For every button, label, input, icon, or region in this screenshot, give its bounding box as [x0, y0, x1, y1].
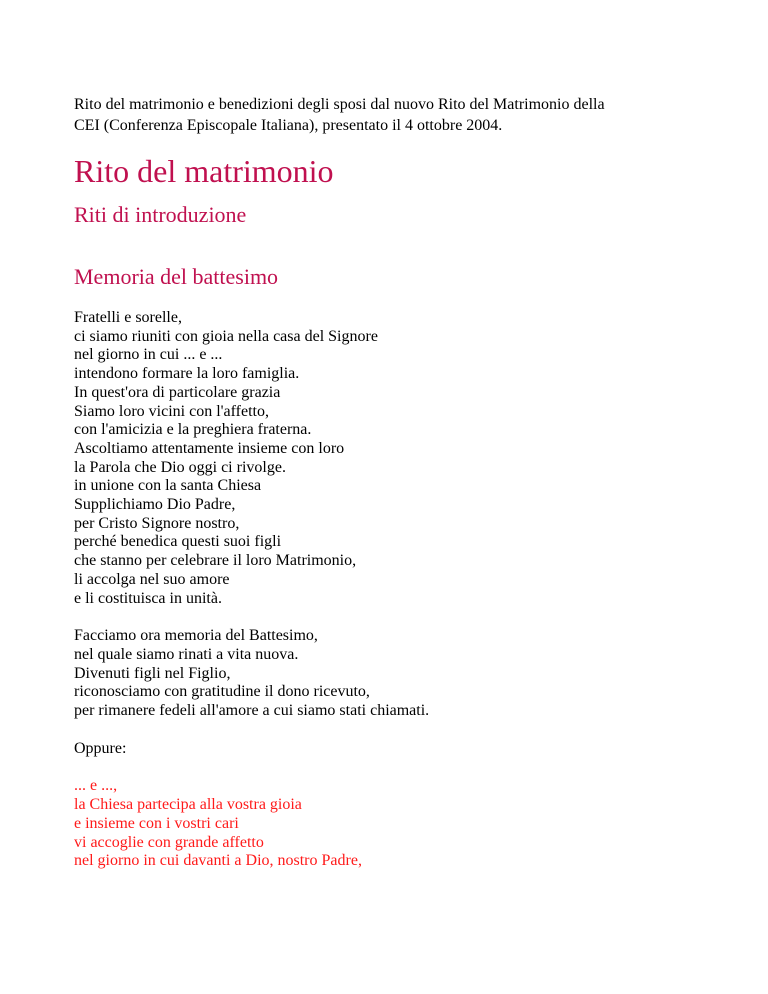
text-line: per rimanere fedeli all'amore a cui siamo stati chiamati. [74, 702, 430, 720]
text-line: e insieme con i vostri cari [74, 814, 239, 832]
heading-riti-di-introduzione: Riti di introduzione [74, 202, 247, 227]
document-page [74, 94, 696, 871]
text-line: Siamo loro vicini con l'affetto, [74, 402, 269, 420]
text-line: in unione con la santa Chiesa [74, 477, 262, 495]
paragraph-fratelli-e-sorelle [74, 309, 696, 608]
text-line: Fratelli e sorelle, [74, 309, 182, 326]
oppure-label: Oppure: [74, 739, 127, 757]
text-line: per Cristo Signore nostro, [74, 514, 240, 532]
text-line: li accolga nel suo amore [74, 570, 230, 588]
text-line: vi accoglie con grande affetto [74, 833, 264, 851]
text-line: e li costituisca in unità. [74, 589, 222, 607]
text-line: riconosciamo con gratitudine il dono ricevuto, [74, 683, 370, 701]
paragraph-oppure [74, 740, 696, 759]
text-line: Divenuti figli nel Figlio, [74, 664, 231, 682]
text-line: ... e ..., [74, 777, 118, 795]
text-line: nel quale siamo rinati a vita nuova. [74, 645, 299, 663]
text-line: con l'amicizia e la preghiera fraterna. [74, 421, 312, 439]
intro-line-1: Rito del matrimonio e benedizioni degli sposi dal nuovo Rito del Matrimonio della [74, 96, 605, 113]
paragraph-alternative-red [74, 777, 696, 871]
text-line: intendono formare la loro famiglia. [74, 365, 300, 383]
text-line: nel giorno in cui ... e ... [74, 346, 223, 364]
text-line: che stanno per celebrare il loro Matrimonio, [74, 552, 357, 570]
text-line: la Parola che Dio oggi ci rivolge. [74, 458, 286, 476]
intro-line-2: CEI (Conferenza Episcopale Italiana), presentato il 4 ottobre 2004. [74, 117, 503, 134]
text-line: la Chiesa partecipa alla vostra gioia [74, 796, 302, 814]
text-line: In quest'ora di particolare grazia [74, 383, 281, 401]
text-line: Ascoltiamo attentamente insieme con loro [74, 439, 345, 457]
text-line: Supplichiamo Dio Padre, [74, 496, 236, 514]
text-line: Facciamo ora memoria del Battesimo, [74, 627, 318, 645]
paragraph-memoria-battesimo [74, 627, 696, 721]
text-line: ci siamo riuniti con gioia nella casa del Signore [74, 327, 378, 345]
intro-paragraph [74, 94, 696, 136]
heading-memoria-del-battesimo: Memoria del battesimo [74, 264, 279, 289]
heading-rito-del-matrimonio: Rito del matrimonio [74, 153, 334, 189]
text-line: nel giorno in cui davanti a Dio, nostro Padre, [74, 852, 362, 870]
text-line: perché benedica questi suoi figli [74, 533, 282, 551]
